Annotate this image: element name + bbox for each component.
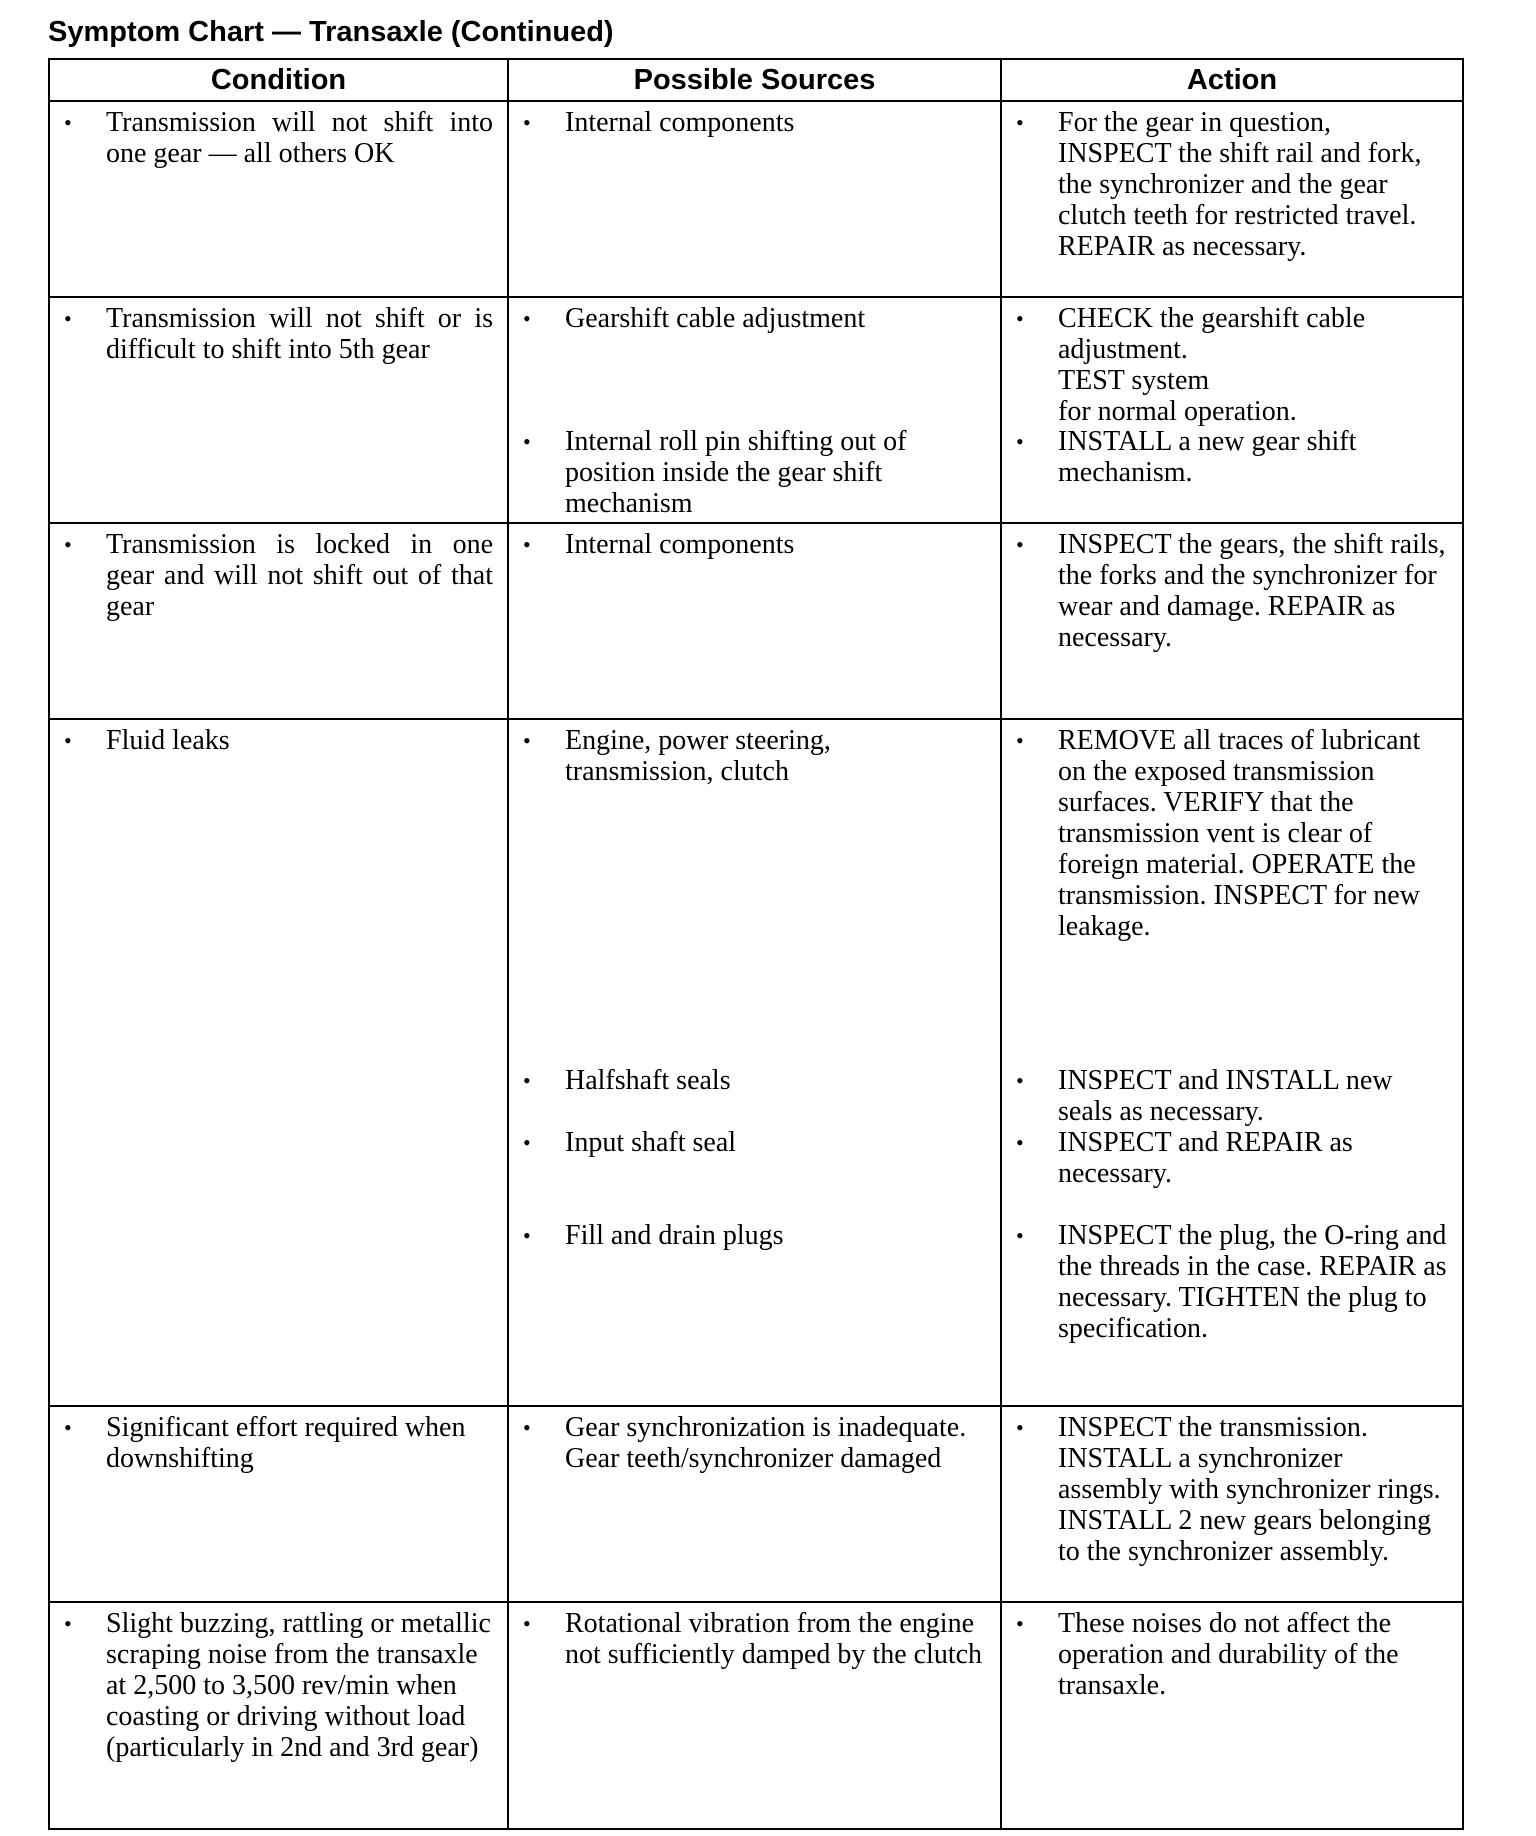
- list-item: [509, 1220, 992, 1251]
- bullet-icon: •: [64, 306, 72, 331]
- list-item: [509, 725, 992, 787]
- condition-cell: [49, 101, 508, 297]
- action-text: INSPECT and INSTALL new seals as necessary.: [1058, 1065, 1393, 1127]
- action-text: INSPECT the gears, the shift rails, the forks and the synchronizer for wear and damage. REPAIR as necessary.: [1058, 529, 1446, 653]
- source-text: Engine, power steering, transmission, clutch: [565, 725, 831, 787]
- condition-text: Fluid leaks: [106, 725, 230, 756]
- bullet-icon: •: [523, 429, 531, 454]
- source-text: Gear synchronization is inadequate. Gear teeth/synchronizer damaged: [565, 1412, 967, 1474]
- table-row: [49, 1602, 1463, 1829]
- action-text: These noises do not affect the operation and durability of the transaxle.: [1058, 1608, 1399, 1701]
- action-cell: [1001, 297, 1463, 523]
- bullet-icon: •: [1016, 728, 1024, 753]
- header-row: [49, 59, 1463, 101]
- list-item: [509, 107, 992, 138]
- action-text: INSPECT and REPAIR as necessary.: [1058, 1127, 1353, 1189]
- action-text: REMOVE all traces of lubricant on the exposed transmission surfaces. VERIFY that the transmission vent is clear of foreign material. OPERATE the transmission. INSPECT for new leakage.: [1058, 725, 1421, 942]
- source-text: Internal roll pin shifting out of position inside the gear shift mechanism: [565, 426, 907, 519]
- action-cell: [1001, 101, 1463, 297]
- list-item: [50, 303, 499, 365]
- list-item: [1002, 725, 1454, 942]
- list-item: [1002, 107, 1454, 262]
- list-item: [1002, 529, 1454, 653]
- source-text: Fill and drain plugs: [565, 1220, 784, 1251]
- list-item: [509, 426, 992, 519]
- action-text: CHECK the gearshift cable adjustment. TEST system for normal operation.: [1058, 303, 1366, 427]
- table-row: [49, 719, 1463, 1406]
- action-cell: [1001, 1602, 1463, 1829]
- bullet-icon: •: [64, 1611, 72, 1636]
- source-text: Internal components: [565, 107, 795, 138]
- bullet-icon: •: [1016, 1611, 1024, 1636]
- bullet-icon: •: [523, 1611, 531, 1636]
- bullet-icon: •: [64, 728, 72, 753]
- condition-text: Slight buzzing, rattling or metallic scraping noise from the transaxle at 2,500 to 3,500 rev/min when coasting or driving without load (particularly in 2nd and 3rd gear): [106, 1608, 491, 1763]
- source-text: Rotational vibration from the engine not sufficiently damped by the clutch: [565, 1608, 983, 1670]
- bullet-icon: •: [1016, 1068, 1024, 1093]
- list-item: [1002, 426, 1454, 488]
- sources-cell: [508, 1602, 1001, 1829]
- source-text: Gearshift cable adjustment: [565, 303, 866, 334]
- action-cell: [1001, 719, 1463, 1406]
- bullet-icon: •: [1016, 1223, 1024, 1248]
- action-text: INSPECT the plug, the O-ring and the threads in the case. REPAIR as necessary. TIGHTEN the plug to specification.: [1058, 1220, 1447, 1344]
- list-item: [50, 1412, 499, 1474]
- action-text: INSPECT the transmission. INSTALL a synchronizer assembly with synchronizer rings. INSTALL 2 new gears belonging to the synchronizer assembly.: [1058, 1412, 1441, 1567]
- bullet-icon: •: [523, 1415, 531, 1440]
- bullet-icon: •: [523, 1223, 531, 1248]
- sources-cell: [508, 523, 1001, 719]
- bullet-icon: •: [1016, 1130, 1024, 1155]
- condition-text: Transmission is locked in one gear and will not shift out of that gear: [106, 529, 493, 622]
- table-row: [49, 101, 1463, 297]
- list-item: [50, 107, 499, 169]
- condition-text: Transmission will not shift into one gear — all others OK: [106, 107, 493, 169]
- list-item: [1002, 1220, 1454, 1344]
- bullet-icon: •: [1016, 110, 1024, 135]
- symptom-chart-table: [48, 58, 1464, 1830]
- bullet-icon: •: [64, 1415, 72, 1440]
- list-item: [509, 1065, 992, 1096]
- condition-cell: [49, 719, 508, 1406]
- bullet-icon: •: [523, 532, 531, 557]
- list-item: [509, 303, 992, 334]
- condition-text: Significant effort required when downshifting: [106, 1412, 466, 1474]
- list-item: [509, 1127, 992, 1158]
- sources-cell: [508, 719, 1001, 1406]
- sources-cell: [508, 297, 1001, 523]
- page-title: Symptom Chart — Transaxle (Continued): [48, 16, 614, 48]
- condition-text: Transmission will not shift or is difficult to shift into 5th gear: [106, 303, 493, 365]
- action-text: For the gear in question, INSPECT the shift rail and fork, the synchronizer and the gear clutch teeth for restricted travel. REPAIR as necessary.: [1058, 107, 1422, 262]
- source-text: Input shaft seal: [565, 1127, 737, 1158]
- header-action: Action: [1001, 59, 1463, 101]
- bullet-icon: •: [523, 110, 531, 135]
- list-item: [1002, 1608, 1454, 1701]
- bullet-icon: •: [1016, 306, 1024, 331]
- condition-cell: [49, 523, 508, 719]
- list-item: [1002, 303, 1454, 427]
- action-cell: [1001, 523, 1463, 719]
- bullet-icon: •: [64, 110, 72, 135]
- bullet-icon: •: [1016, 532, 1024, 557]
- table-row: [49, 523, 1463, 719]
- list-item: [509, 1608, 992, 1670]
- list-item: [50, 725, 499, 756]
- bullet-icon: •: [1016, 1415, 1024, 1440]
- sources-cell: [508, 1406, 1001, 1602]
- condition-cell: [49, 1602, 508, 1829]
- bullet-icon: •: [523, 1068, 531, 1093]
- bullet-icon: •: [523, 728, 531, 753]
- list-item: [1002, 1127, 1454, 1189]
- list-item: [50, 529, 499, 622]
- table-row: [49, 1406, 1463, 1602]
- list-item: [1002, 1412, 1454, 1567]
- condition-cell: [49, 297, 508, 523]
- action-text: INSTALL a new gear shift mechanism.: [1058, 426, 1357, 488]
- bullet-icon: •: [523, 306, 531, 331]
- bullet-icon: •: [64, 532, 72, 557]
- sources-cell: [508, 101, 1001, 297]
- bullet-icon: •: [523, 1130, 531, 1155]
- table-row: [49, 297, 1463, 523]
- action-cell: [1001, 1406, 1463, 1602]
- source-text: Halfshaft seals: [565, 1065, 731, 1096]
- header-possible-sources: Possible Sources: [508, 59, 1001, 101]
- header-condition: Condition: [49, 59, 508, 101]
- list-item: [50, 1608, 499, 1763]
- source-text: Internal components: [565, 529, 795, 560]
- list-item: [509, 1412, 992, 1474]
- list-item: [509, 529, 992, 560]
- list-item: [1002, 1065, 1454, 1127]
- condition-cell: [49, 1406, 508, 1602]
- bullet-icon: •: [1016, 429, 1024, 454]
